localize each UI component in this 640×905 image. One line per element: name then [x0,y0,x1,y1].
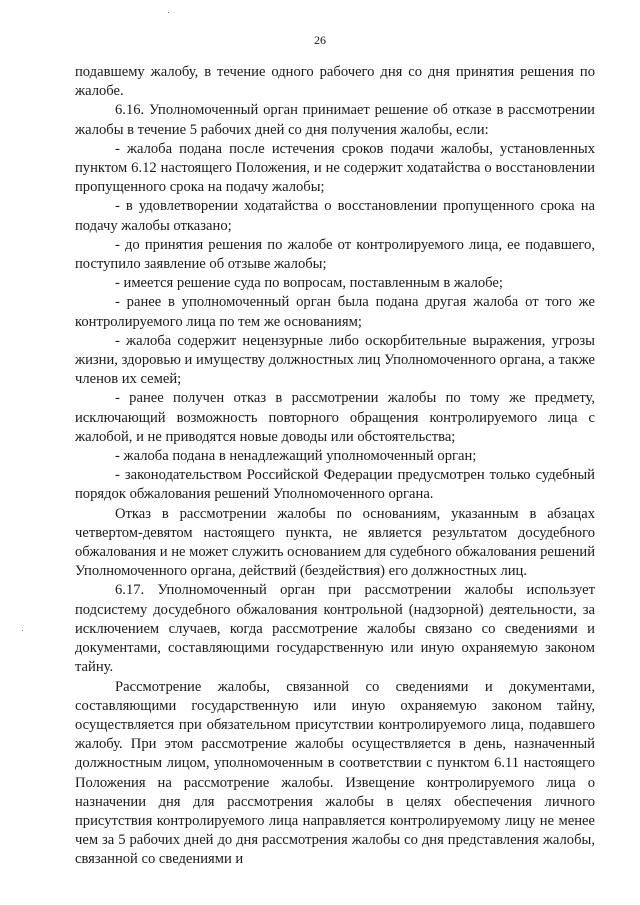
document-body [75,63,595,870]
scan-speck [168,12,169,13]
paragraph-10: - жалоба подана в ненадлежащий уполномоченный орган; [115,448,477,465]
paragraph-14: Рассмотрение жалобы, связанной со сведениями и документами, составляющими государственную или иную охраняемую законом тайну, осуществляется при обязательном присутствии контролируемого лица, подавшего жалобу. При этом рассмотрение жалобы осуществляется в день, назначенный должностным лицом, уполномоченным в соответствии с пунктом 6.11 настоящего Положения на рассмотрение жалобы. Извещение контролируемого лица о назначении дня для рассмотрения жалобы в целях обеспечения личного присутствия контролируемого лица направляется контролируемому лицу не менее чем за 5 рабочих дней до дня рассмотрения жалобы со дня представления жалобы, связанной со сведениями и [75,678,595,868]
paragraph-8: - жалоба содержит нецензурные либо оскорбительные выражения, угрозы жизни, здоровью и имуществу должностных лиц Уполномоченного органа, а также членов их семей; [75,332,595,388]
paragraph-5: - до принятия решения по жалобе от контролируемого лица, ее подавшего, поступило заявление об отзыве жалобы; [75,236,595,273]
paragraph-2: 6.16. Уполномоченный орган принимает решение об отказе в рассмотрении жалобы в течение 5 рабочих дней со дня получения жалобы, если: [75,102,595,138]
scan-speck [22,630,23,631]
paragraph-9: - ранее получен отказ в рассмотрении жалобы по тому же предмету, исключающий возможность повторного обращения контролируемого лица с жалобой, и не приводятся новые доводы или обстоятельства; [75,390,595,445]
paragraph-6: - имеется решение суда по вопросам, поставленным в жалобе; [115,275,503,292]
paragraph-1: подавшему жалобу, в течение одного рабочего дня со дня принятия решения по жалобе. [75,64,595,100]
paragraph-11: - законодательством Российской Федерации предусмотрен только судебный порядок обжалования решений Уполномоченного органа. [75,467,595,503]
paragraph-4: - в удовлетворении ходатайства о восстановлении пропущенного срока на подачу жалобы отказано; [75,198,595,234]
paragraph-13: 6.17. Уполномоченный орган при рассмотрении жалобы использует подсистему досудебного обжалования контрольной (надзорной) деятельности, за исключением случаев, когда рассмотрение жалобы связано со сведениями и документами, составляющими государственную или иную охраняемую законом тайну. [75,582,595,676]
paragraph-7: - ранее в уполномоченный орган была подана другая жалоба от того же контролируемого лица по тем же основаниям; [75,294,595,330]
page-number: 26 [314,33,326,47]
paragraph-3: - жалоба подана после истечения сроков подачи жалобы, установленных пунктом 6.12 настоящего Положения, и не содержит ходатайства о восстановлении пропущенного срока на подачу жалобы; [75,140,595,196]
paragraph-12: Отказ в рассмотрении жалобы по основаниям, указанным в абзацах четвертом-девятом настоящего пункта, не является результатом досудебного обжалования и не может служить основанием для судебного обжалования решений Уполномоченного органа, действий (бездействия) его должностных лиц. [75,505,596,580]
